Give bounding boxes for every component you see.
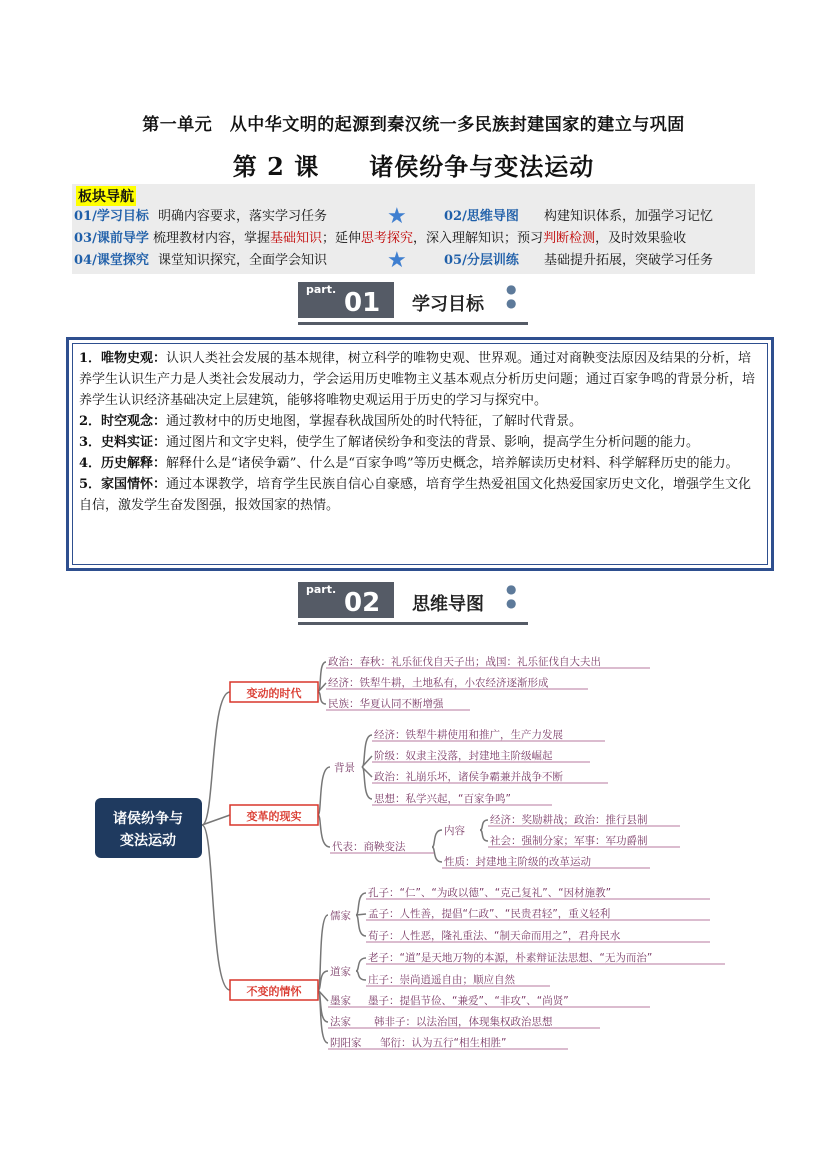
star-icon: ★ (387, 248, 407, 273)
nav-red-check: 判断检测 (543, 231, 596, 246)
goal-text: 通过图片和文字史料，使学生了解诸侯纷争和变法的背景、影响，提高学生分析问题的能力。 (166, 435, 700, 450)
part-label: 思维导图 (412, 594, 484, 615)
root-node (95, 798, 202, 858)
map-leaf: 邹衍：认为五行“相生相胜” (380, 1037, 507, 1049)
goal-text: 解释什么是“诸侯争霸”、什么是“百家争鸣”等历史概念，培养解读历史材料、科学解释历史的能力。 (166, 456, 739, 471)
nav-text-preview-3: ，深入理解知识；预习 (413, 231, 544, 246)
part-01-header (298, 282, 528, 327)
goal-key: 1．唯物史观： (79, 351, 167, 366)
nav-text-class: 课堂知识探究，全面学会知识 (158, 253, 328, 268)
nav-text-preview-1: 梳理教材内容，掌握 (152, 231, 270, 246)
map-node: 阴阳家 (330, 1037, 362, 1049)
mind-map (90, 640, 810, 1060)
branch-label: 变革的现实 (246, 810, 302, 823)
map-node: 背景 (334, 762, 355, 774)
part-label: 学习目标 (412, 294, 484, 315)
goal-text: 通过教材中的历史地图，掌握春秋战国所处的时代特征，了解时代背景。 (166, 414, 583, 429)
section-navigation (72, 184, 755, 274)
map-node: 儒家 (330, 910, 351, 922)
part-word: part. (306, 283, 337, 296)
map-leaf: 孔子：“仁”、“为政以德”、“克己复礼”、“因材施教” (368, 887, 612, 899)
star-icon: ★ (387, 204, 407, 229)
nav-text-preview-2: ；延伸 (322, 231, 362, 246)
learning-goals-box (66, 337, 774, 571)
lesson-title: 第 2 课 诸侯纷争与变法运动 (232, 152, 595, 181)
part-number: 01 (344, 288, 381, 318)
nav-text-learning-goals: 明确内容要求，落实学习任务 (158, 209, 328, 224)
map-leaf: 墨子：提倡节俭、“兼爱”、“非攻”、“尚贤” (368, 995, 569, 1007)
part-underline (298, 622, 528, 625)
map-leaf: 阶级：奴隶主没落，封建地主阶级崛起 (374, 750, 553, 762)
nav-key-mindmap: 02/思维导图 (444, 209, 519, 224)
droplet-icon: ● ● (506, 582, 517, 610)
map-leaf: 政治：春秋：礼乐征伐自天子出；战国：礼乐征伐自大夫出 (328, 656, 601, 668)
goal-item (79, 474, 761, 516)
nav-heading: 板块导航 (76, 186, 136, 206)
root-line-1: 诸侯纷争与 (113, 811, 183, 827)
map-leaf: 老子：“道”是天地万物的本源，朴素辩证法思想、“无为而治” (368, 952, 653, 964)
nav-key-class: 04/课堂探究 (74, 253, 149, 268)
map-leaf: 民族：华夏认同不断增强 (328, 698, 444, 710)
unit-title: 第一单元 从中华文明的起源到秦汉统一多民族封建国家的建立与巩固 (142, 115, 685, 135)
goal-key: 3．史料实证： (79, 435, 167, 450)
map-node: 墨家 (330, 995, 351, 1007)
goal-key: 5．家国情怀： (79, 477, 167, 492)
map-leaf: 政治：礼崩乐坏，诸侯争霸兼并战争不断 (374, 771, 563, 783)
nav-row-3 (72, 250, 755, 272)
map-leaf: 庄子：崇尚逍遥自由；顺应自然 (368, 974, 515, 986)
nav-text-mindmap: 构建知识体系，加强学习记忆 (544, 209, 714, 224)
map-leaf: 经济：铁犁牛耕使用和推广，生产力发展 (374, 729, 563, 741)
map-leaf: 荀子：人性恶，隆礼重法、“制天命而用之”，君舟民水 (368, 930, 621, 942)
nav-red-think: 思考探究 (361, 231, 414, 246)
goal-item (79, 411, 761, 432)
droplet-icon: ● ● (506, 282, 517, 310)
branch-label: 不变的情怀 (246, 985, 302, 998)
map-node: 法家 (330, 1016, 351, 1028)
map-leaf: 韩非子：以法治国，体现集权政治思想 (374, 1016, 553, 1028)
goal-item (79, 453, 761, 474)
map-leaf: 社会：强制分家；军事：军功爵制 (490, 835, 648, 847)
nav-text-preview-4: ，及时效果验收 (595, 231, 687, 246)
root-line-2: 变法运动 (120, 833, 176, 849)
branch-label: 变动的时代 (246, 687, 302, 700)
nav-key-preview: 03/课前导学 (74, 231, 149, 246)
map-node: 内容 (444, 825, 465, 837)
nav-key-training: 05/分层训练 (444, 253, 519, 268)
nav-key-learning-goals: 01/学习目标 (74, 209, 149, 224)
nav-text-training: 基础提升拓展，突破学习任务 (544, 253, 714, 268)
map-leaf: 思想：私学兴起，“百家争鸣” (374, 793, 511, 805)
map-leaf: 经济：奖励耕战；政治：推行县制 (490, 814, 648, 826)
goal-text: 认识人类社会发展的基本规律，树立科学的唯物史观、世界观。通过对商鞅变法原因及结果的分析，培养学生认识生产力是人类社会发展动力，学会运用历史唯物主义基本观点分析历史问题；通过百家争鸣的背景分析，培养学生认识经济基础决定上层建筑，能够将唯物史观运用于历史的学习与探究中。 (79, 351, 756, 408)
part-02-header (298, 582, 528, 627)
map-node: 代表：商鞅变法 (332, 841, 406, 853)
part-word: part. (306, 583, 337, 596)
goal-item (79, 348, 761, 411)
goal-key: 4．历史解释： (79, 456, 167, 471)
goal-text: 通过本课教学，培育学生民族自信心自豪感，培育学生热爱祖国文化热爱国家历史文化，增强学生文化自信，激发学生奋发图强，报效国家的热情。 (79, 477, 752, 513)
nav-row-1 (72, 206, 755, 228)
map-node: 道家 (330, 966, 351, 978)
goal-key: 2．时空观念： (79, 414, 167, 429)
map-leaf: 经济：铁犁牛耕，土地私有，小农经济逐渐形成 (328, 677, 549, 689)
nav-red-basic: 基础知识 (270, 231, 323, 246)
nav-row-2 (72, 228, 755, 250)
part-underline (298, 322, 528, 325)
map-leaf: 孟子：人性善，提倡“仁政”、“民贵君轻”，重义轻利 (368, 908, 611, 920)
map-leaf: 性质：封建地主阶级的改革运动 (444, 856, 591, 868)
goal-item (79, 432, 761, 453)
part-number: 02 (344, 588, 381, 618)
